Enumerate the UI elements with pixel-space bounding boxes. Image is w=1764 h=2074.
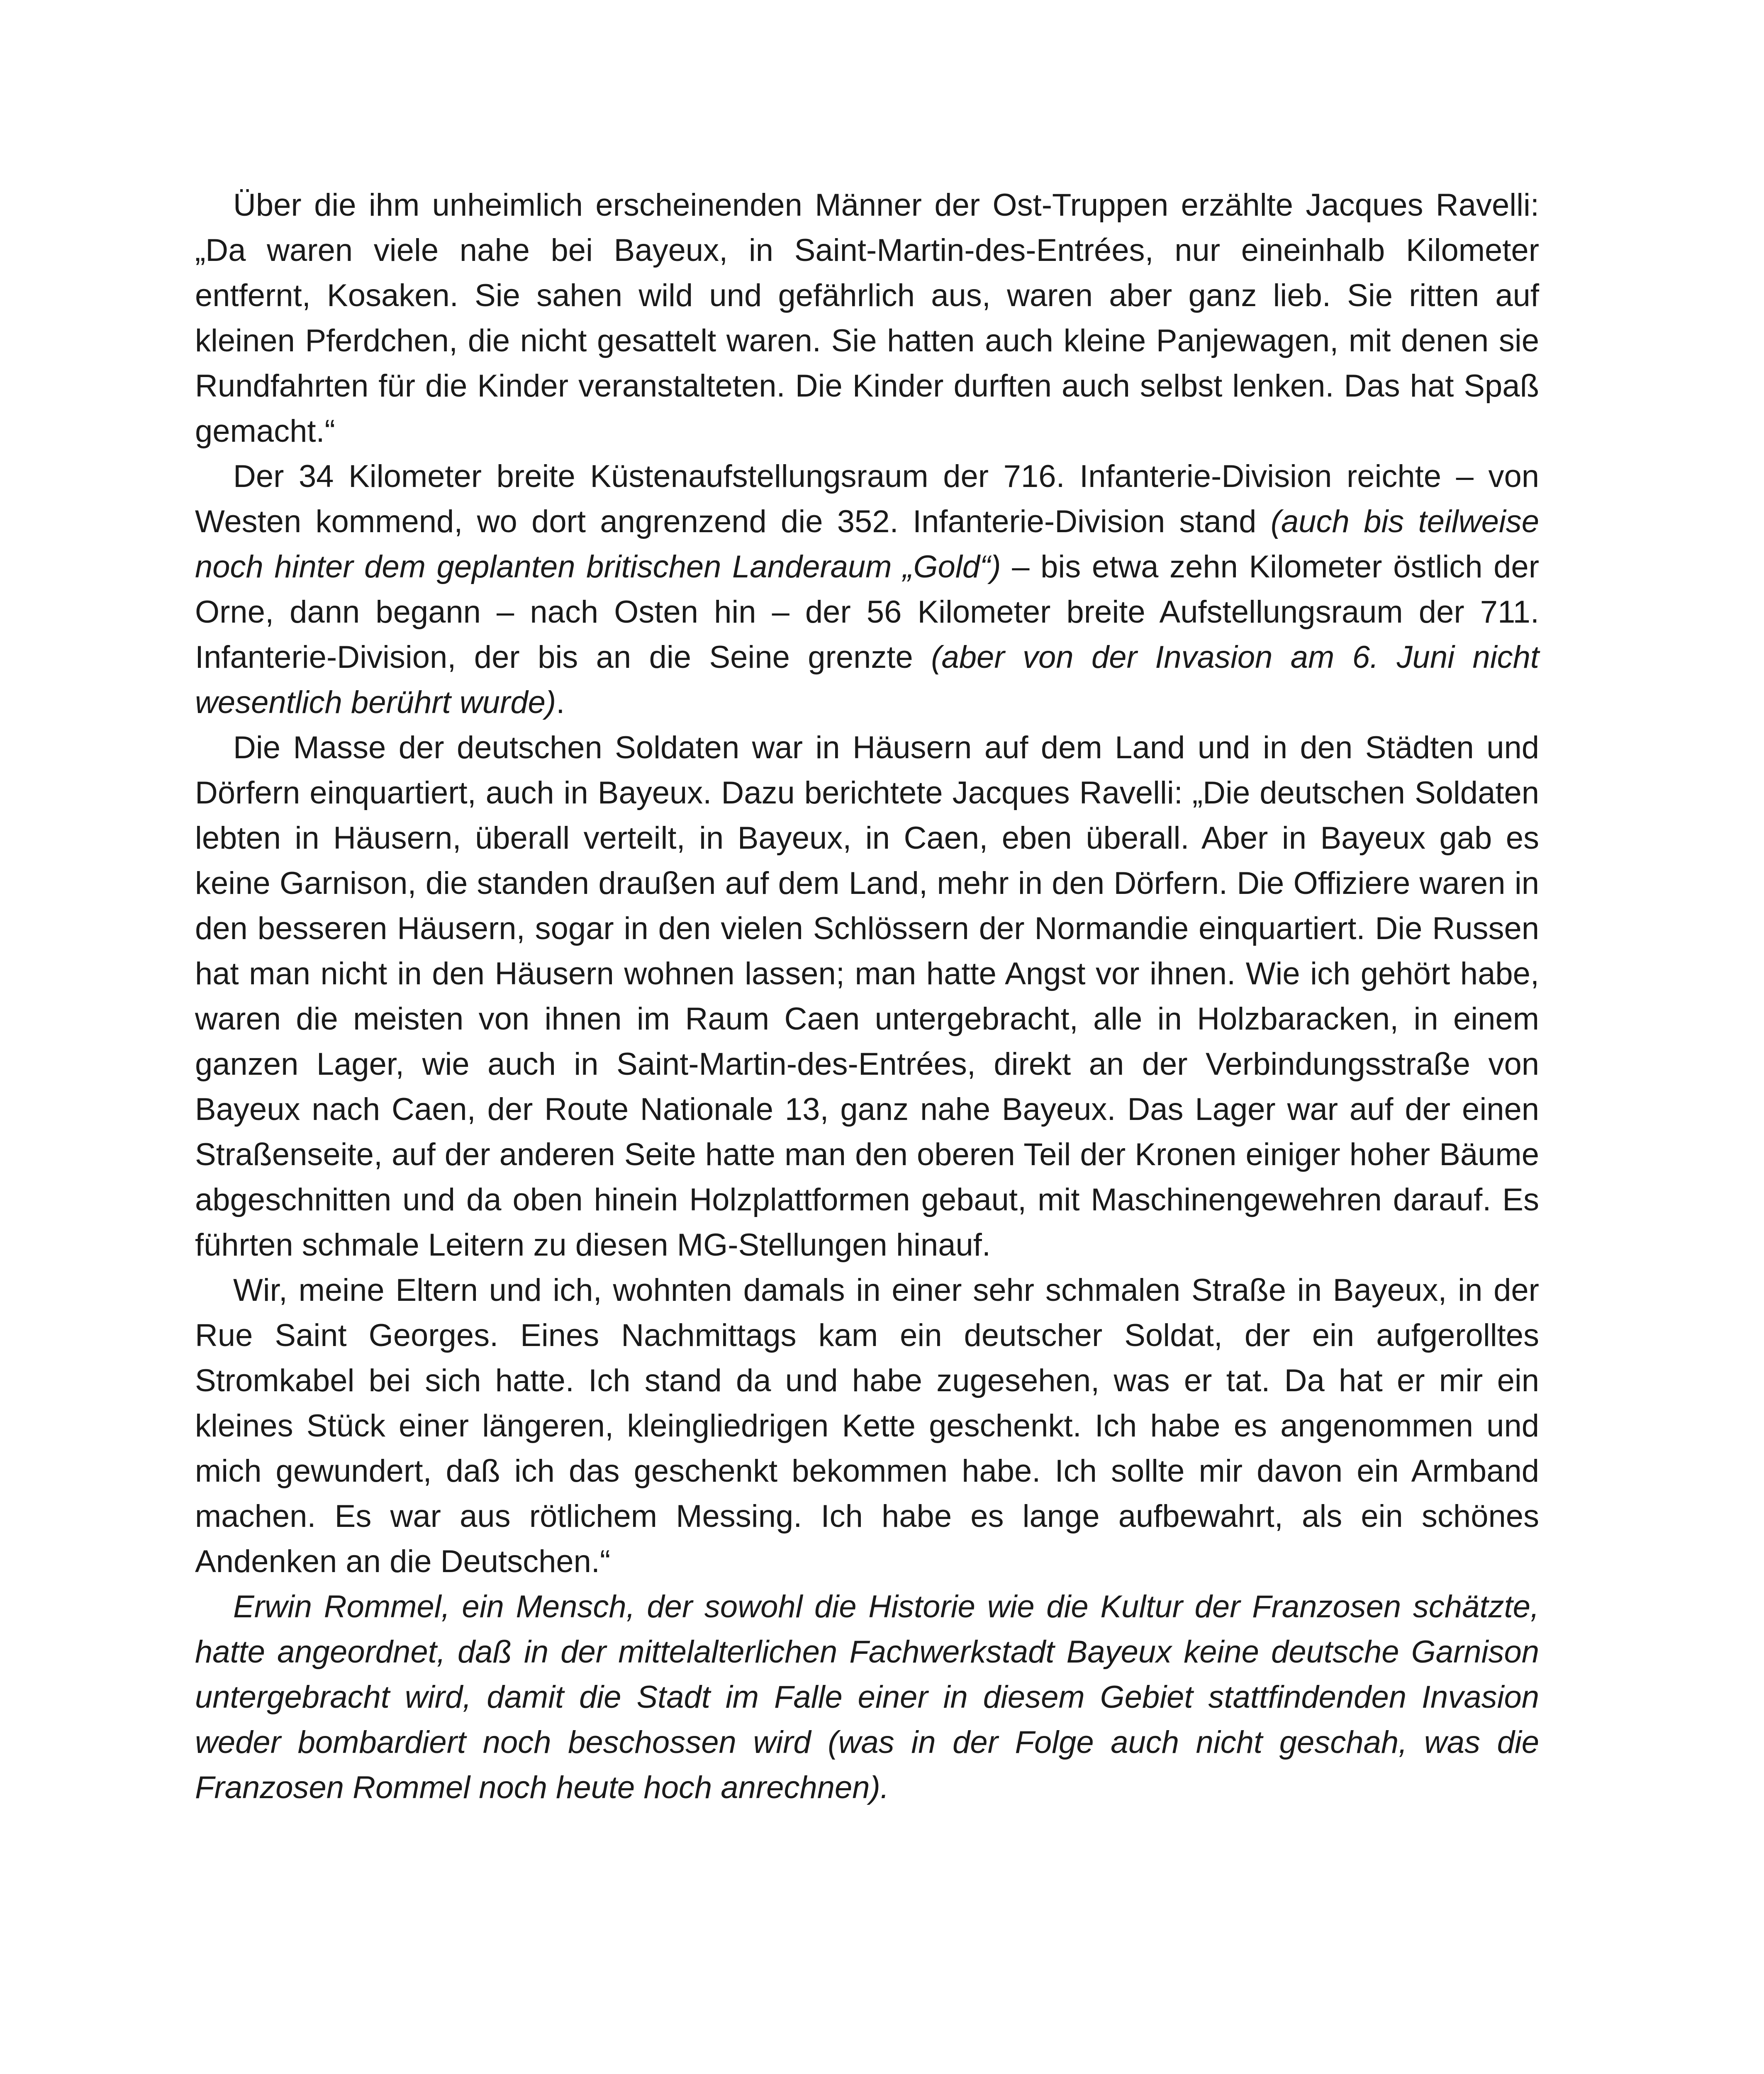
paragraph-2-italic-1: (auch bis teilweise noch hinter dem geplanten britischen Landeraum „Gold“) [195, 504, 1539, 584]
paragraph-5-italic: Erwin Rommel, ein Mensch, der sowohl die Historie wie die Kultur der Franzosen schätzte, hatte angeordnet, daß in der mittelalterlichen Fachwerkstadt Bayeux keine deutsche Garnison untergebracht wird, damit die Stadt im Falle einer in diesem Gebiet stattfindenden Invasion weder bombardiert noch beschossen wird (was in der Folge auch nicht geschah, was die Franzosen Rommel noch heute hoch anrechnen). [195, 1589, 1539, 1805]
paragraph-2-part-3: . [556, 685, 565, 720]
paragraph-5 [195, 1584, 1539, 1810]
paragraph-3: Die Masse der deutschen Soldaten war in Häusern auf dem Land und in den Städten und Dörfern einquartiert, auch in Bayeux. Dazu berichtete Jacques Ravelli: „Die deutschen Soldaten lebten in Häusern, überall verteilt, in Bayeux, in Caen, eben überall. Aber in Bayeux gab es keine Garnison, die standen draußen auf dem Land, mehr in den Dörfern. Die Offiziere waren in den besseren Häusern, sogar in den vielen Schlössern der Normandie einquartiert. Die Russen hat man nicht in den Häusern wohnen lassen; man hatte Angst vor ihnen. Wie ich gehört habe, waren die meisten von ihnen im Raum Caen untergebracht, alle in Holzbaracken, in einem ganzen Lager, wie auch in Saint-Martin-des-Entrées, direkt an der Verbindungsstraße von Bayeux nach Caen, der Route Nationale 13, ganz nahe Bayeux. Das Lager war auf der einen Straßenseite, auf der anderen Seite hatte man den oberen Teil der Kronen einiger hoher Bäume abgeschnitten und da oben hinein Holzplattformen gebaut, mit Maschinengewehren darauf. Es führten schmale Leitern zu diesen MG-Stellungen hinauf. [195, 730, 1539, 1263]
paragraph-2-italic-2: (aber von der Invasion am 6. Juni nicht wesentlich berührt wurde) [195, 640, 1539, 720]
paragraph-2-part-2: – bis etwa zehn Kilometer östlich der Orne, dann begann – nach Osten hin – der 56 Kilometer breite Aufstellungsraum der 711. Infanterie-Division, der bis an die Seine grenzte [195, 549, 1540, 675]
paragraph-2 [195, 454, 1539, 725]
paragraph-1: Über die ihm unheimlich erscheinenden Männer der Ost-Truppen erzählte Jacques Ravelli: „Da waren viele nahe bei Bayeux, in Saint-Martin-des-Entrées, nur eineinhalb Kilometer entfernt, Kosaken. Sie sahen wild und gefährlich aus, waren aber ganz lieb. Sie ritten auf kleinen Pferdchen, die nicht gesattelt waren. Sie hatten auch kleine Panjewagen, mit denen sie Rundfahrten für die Kinder veranstalteten. Die Kinder durften auch selbst lenken. Das hat Spaß gemacht.“ [195, 187, 1539, 449]
paragraph-2-part-1: Der 34 Kilometer breite Küstenaufstellungsraum der 716. Infanterie-Division reichte – von Westen kommend, wo dort angrenzend die 352. Infanterie-Division stand [195, 459, 1539, 539]
body-text [195, 183, 1539, 1810]
paragraph-4: Wir, meine Eltern und ich, wohnten damals in einer sehr schmalen Straße in Bayeux, in der Rue Saint Georges. Eines Nachmittags kam ein deutscher Soldat, der ein aufgerolltes Stromkabel bei sich hatte. Ich stand da und habe zugesehen, was er tat. Da hat er mir ein kleines Stück einer längeren, kleingliedrigen Kette geschenkt. Ich habe es angenommen und mich gewundert, daß ich das geschenkt bekommen habe. Ich sollte mir davon ein Armband machen. Es war aus rötlichem Messing. Ich habe es lange aufbewahrt, als ein schönes Andenken an die Deutschen.“ [195, 1273, 1539, 1579]
